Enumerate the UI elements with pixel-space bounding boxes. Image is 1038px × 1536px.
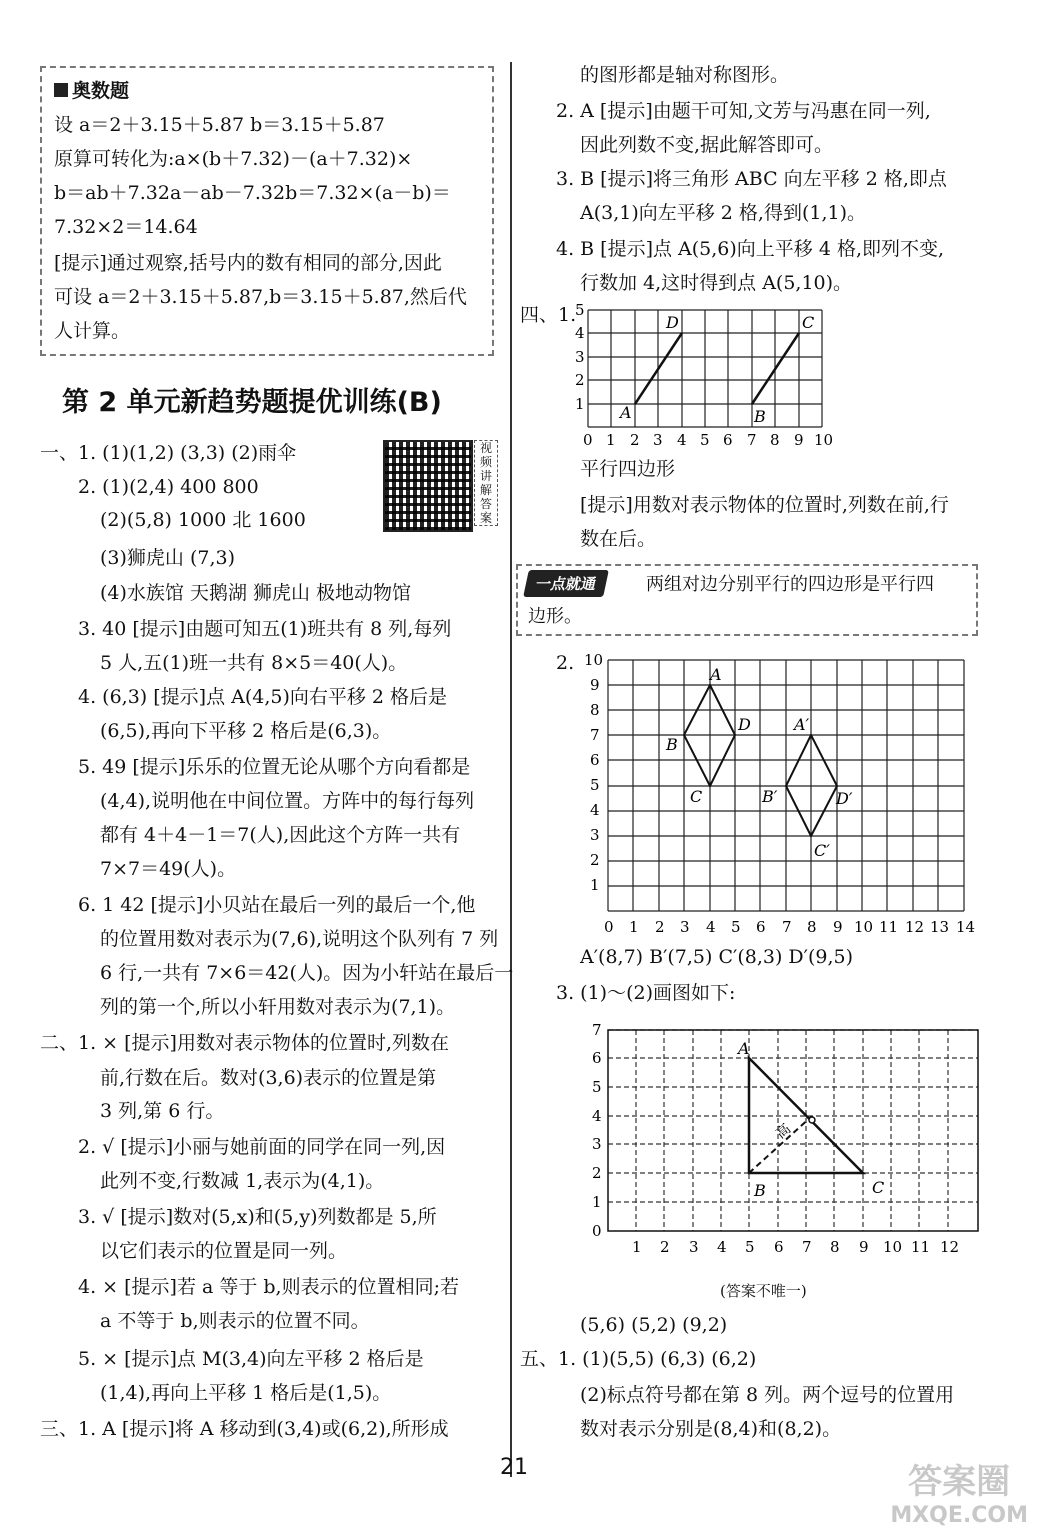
- answer-line: 5. 49 [提示]乐乐的位置无论从哪个方向看都是: [78, 756, 471, 778]
- answer-line: 行数加 4,这时得到点 A(5,10)。: [580, 272, 853, 294]
- olympiad-line: [提示]通过观察,括号内的数有相同的部分,因此: [54, 252, 442, 274]
- tip-text: 边形。: [528, 606, 582, 627]
- answer-line: 6. 1 42 [提示]小贝站在最后一列的最后一个,他: [78, 894, 476, 916]
- olympiad-line: 原算可转化为:a×(b＋7.32)－(a＋7.32)×: [54, 148, 413, 170]
- y-tick: 0: [592, 1222, 602, 1240]
- answer-line: 2. (1)(2,4) 400 800: [78, 476, 259, 498]
- point-label: C: [872, 1178, 885, 1197]
- x-tick: 6: [723, 431, 733, 449]
- answer-line: 四、1.: [520, 304, 577, 326]
- answer-line: 5 人,五(1)班一共有 8×5＝40(人)。: [100, 652, 408, 674]
- x-tick: 10: [814, 431, 834, 449]
- answer-line: 7×7＝49(人)。: [100, 858, 237, 880]
- y-tick: 6: [592, 1049, 602, 1067]
- height-label: 高: [773, 1120, 795, 1143]
- x-tick: 4: [717, 1238, 727, 1256]
- x-tick: 7: [747, 431, 757, 449]
- graph-triangle-height: [580, 1020, 980, 1260]
- point-label: B′: [762, 787, 778, 806]
- answer-line: (2)(5,8) 1000 北 1600: [100, 509, 306, 531]
- x-tick: 1: [606, 431, 616, 449]
- x-tick: 5: [731, 918, 741, 936]
- answer-line: [提示]用数对表示物体的位置时,列数在前,行: [580, 494, 949, 516]
- olympiad-line: 可设 a＝2＋3.15＋5.87,b＝3.15＋5.87,然后代: [54, 286, 467, 308]
- answer-line: a 不等于 b,则表示的位置不同。: [100, 1310, 370, 1332]
- x-tick: 12: [905, 918, 925, 936]
- x-tick: 7: [782, 918, 792, 936]
- answer-line: (4)水族馆 天鹅湖 狮虎山 极地动物馆: [100, 582, 412, 604]
- x-tick: 9: [794, 431, 804, 449]
- answer-line: 一、1. (1)(1,2) (3,3) (2)雨伞: [40, 442, 297, 464]
- answer-line: 平行四边形: [580, 458, 676, 480]
- point-label: A: [738, 1039, 750, 1058]
- answer-line: 二、1. × [提示]用数对表示物体的位置时,列数在: [40, 1032, 449, 1054]
- x-tick: 13: [930, 918, 950, 936]
- olympiad-line: 人计算。: [54, 320, 131, 342]
- y-tick: 9: [590, 676, 600, 694]
- y-tick: 7: [590, 726, 600, 744]
- answer-line: (2)标点符号都在第 8 列。两个逗号的位置用: [580, 1384, 955, 1406]
- answer-line: 都有 4＋4－1＝7(人),因此这个方阵一共有: [100, 824, 461, 846]
- x-tick: 10: [854, 918, 874, 936]
- point-label: B: [754, 1181, 766, 1200]
- x-tick: 4: [677, 431, 687, 449]
- y-tick: 3: [590, 826, 600, 844]
- y-tick: 6: [590, 751, 600, 769]
- unit-title: 第 2 单元新趋势题提优训练(B): [62, 387, 442, 418]
- y-tick: 1: [590, 876, 600, 894]
- answer-line: 2. A [提示]由题干可知,文芳与冯惠在同一列,: [556, 100, 931, 122]
- book-icon: [54, 83, 68, 97]
- answer-line: (4,4),说明他在中间位置。方阵中的每行每列: [100, 790, 475, 812]
- x-tick: 3: [689, 1238, 699, 1256]
- x-tick: 9: [833, 918, 843, 936]
- answer-line: 列的第一个,所以小轩用数对表示为(7,1)。: [100, 996, 456, 1018]
- answer-line: 以它们表示的位置是同一列。: [100, 1240, 348, 1262]
- x-tick: 11: [879, 918, 899, 936]
- answer-line: 5. × [提示]点 M(3,4)向左平移 2 格后是: [78, 1348, 424, 1370]
- x-tick: 1: [632, 1238, 642, 1256]
- x-tick: 1: [629, 918, 639, 936]
- x-tick: 11: [911, 1238, 931, 1256]
- answer-line: 3. 40 [提示]由题可知五(1)班共有 8 列,每列: [78, 618, 452, 640]
- y-tick: 5: [590, 776, 600, 794]
- x-tick: 2: [655, 918, 665, 936]
- answer-line: 4. × [提示]若 a 等于 b,则表示的位置相同;若: [78, 1276, 460, 1298]
- answer-line: 4. B [提示]点 A(5,6)向上平移 4 格,即列不变,: [556, 238, 945, 260]
- y-tick: 2: [575, 371, 585, 389]
- graph-parallelograms: [560, 300, 840, 450]
- y-tick: 10: [584, 651, 604, 669]
- answer-line: 此列不变,行数减 1,表示为(4,1)。: [100, 1170, 385, 1192]
- point-label: A′: [794, 715, 810, 734]
- y-tick: 8: [590, 701, 600, 719]
- x-tick: 8: [830, 1238, 840, 1256]
- x-tick: 3: [680, 918, 690, 936]
- x-tick: 12: [940, 1238, 960, 1256]
- point-label: B: [666, 735, 678, 754]
- olympiad-line: 7.32×2＝14.64: [54, 216, 198, 238]
- x-tick: 0: [604, 918, 614, 936]
- y-tick: 5: [592, 1078, 602, 1096]
- column-divider: [510, 62, 512, 1477]
- x-tick: 5: [700, 431, 710, 449]
- answer-line: (5,6) (5,2) (9,2): [580, 1314, 728, 1336]
- answer-line: (答案不唯一): [720, 1282, 807, 1300]
- answer-line: 的位置用数对表示为(7,6),说明这个队列有 7 列: [100, 928, 499, 950]
- x-tick: 10: [883, 1238, 903, 1256]
- y-tick: 7: [592, 1021, 602, 1039]
- x-tick: 2: [630, 431, 640, 449]
- point-label: A: [620, 403, 632, 422]
- y-tick: 2: [592, 1164, 602, 1182]
- answer-line: (3)狮虎山 (7,3): [100, 547, 235, 569]
- point-label: C′: [814, 841, 830, 860]
- x-tick: 3: [653, 431, 663, 449]
- answer-line: A′(8,7) B′(7,5) C′(8,3) D′(9,5): [580, 946, 853, 968]
- answer-line: (6,5),再向下平移 2 格后是(6,3)。: [100, 720, 392, 742]
- answer-line: 2.: [556, 652, 575, 674]
- x-tick: 6: [774, 1238, 784, 1256]
- answer-line: 数在后。: [580, 528, 657, 550]
- qr-label: 视频讲解答案: [474, 440, 498, 526]
- x-tick: 0: [583, 431, 593, 449]
- olympiad-heading: 奥数题: [54, 74, 129, 108]
- y-tick: 2: [590, 851, 600, 869]
- y-tick: 1: [575, 395, 585, 413]
- answer-line: (1,4),再向上平移 1 格后是(1,5)。: [100, 1382, 392, 1404]
- x-tick: 4: [706, 918, 716, 936]
- x-tick: 6: [756, 918, 766, 936]
- x-tick: 7: [802, 1238, 812, 1256]
- answer-line: 2. √ [提示]小丽与她前面的同学在同一列,因: [78, 1136, 446, 1158]
- answer-line: 3 列,第 6 行。: [100, 1100, 225, 1122]
- y-tick: 4: [590, 801, 600, 819]
- answer-line: 三、1. A [提示]将 A 移动到(3,4)或(6,2),所形成: [40, 1418, 449, 1440]
- answer-line: 3. (1)～(2)画图如下:: [556, 982, 736, 1004]
- y-tick: 1: [592, 1193, 602, 1211]
- x-tick: 5: [745, 1238, 755, 1256]
- point-label: D′: [836, 789, 853, 808]
- answer-line: 前,行数在后。数对(3,6)表示的位置是第: [100, 1067, 437, 1089]
- answer-line: 3. B [提示]将三角形 ABC 向左平移 2 格,即点: [556, 168, 947, 190]
- x-tick: 14: [956, 918, 976, 936]
- y-tick: 3: [575, 348, 585, 366]
- answer-line: 的图形都是轴对称图形。: [580, 64, 790, 86]
- point-label: C: [802, 313, 815, 332]
- tip-badge: 一点就通: [523, 570, 609, 597]
- y-tick: 3: [592, 1135, 602, 1153]
- y-tick: 5: [575, 301, 585, 319]
- y-tick: 4: [575, 324, 585, 342]
- qr-code[interactable]: [383, 440, 473, 532]
- x-tick: 2: [660, 1238, 670, 1256]
- answer-line: 3. √ [提示]数对(5,x)和(5,y)列数都是 5,所: [78, 1206, 437, 1228]
- page-number: 21: [500, 1455, 528, 1480]
- x-tick: 9: [859, 1238, 869, 1256]
- point-label: A: [710, 665, 722, 684]
- point-label: D: [666, 313, 679, 332]
- point-label: B: [754, 407, 766, 426]
- x-tick: 8: [807, 918, 817, 936]
- point-label: C: [690, 787, 703, 806]
- answer-line: 6 行,一共有 7×6＝42(人)。因为小轩站在最后一: [100, 962, 514, 984]
- answer-line: A(3,1)向左平移 2 格,得到(1,1)。: [580, 202, 867, 224]
- x-tick: 8: [770, 431, 780, 449]
- answer-line: 4. (6,3) [提示]点 A(4,5)向右平移 2 格后是: [78, 686, 448, 708]
- olympiad-line: 设 a＝2＋3.15＋5.87 b＝3.15＋5.87: [54, 114, 385, 136]
- watermark: 答案圈 MXQE.COM: [890, 1462, 1028, 1528]
- answer-line: 五、1. (1)(5,5) (6,3) (6,2): [520, 1348, 757, 1370]
- answer-line: 因此列数不变,据此解答即可。: [580, 134, 834, 156]
- point-label: D: [738, 715, 751, 734]
- answer-line: 数对表示分别是(8,4)和(8,2)。: [580, 1418, 842, 1440]
- olympiad-line: b＝ab＋7.32a－ab－7.32b＝7.32×(a－b)＝: [54, 182, 451, 204]
- graph-rhombus-translation: [570, 650, 976, 940]
- tip-text: 两组对边分别平行的四边形是平行四: [646, 574, 934, 595]
- y-tick: 4: [592, 1107, 602, 1125]
